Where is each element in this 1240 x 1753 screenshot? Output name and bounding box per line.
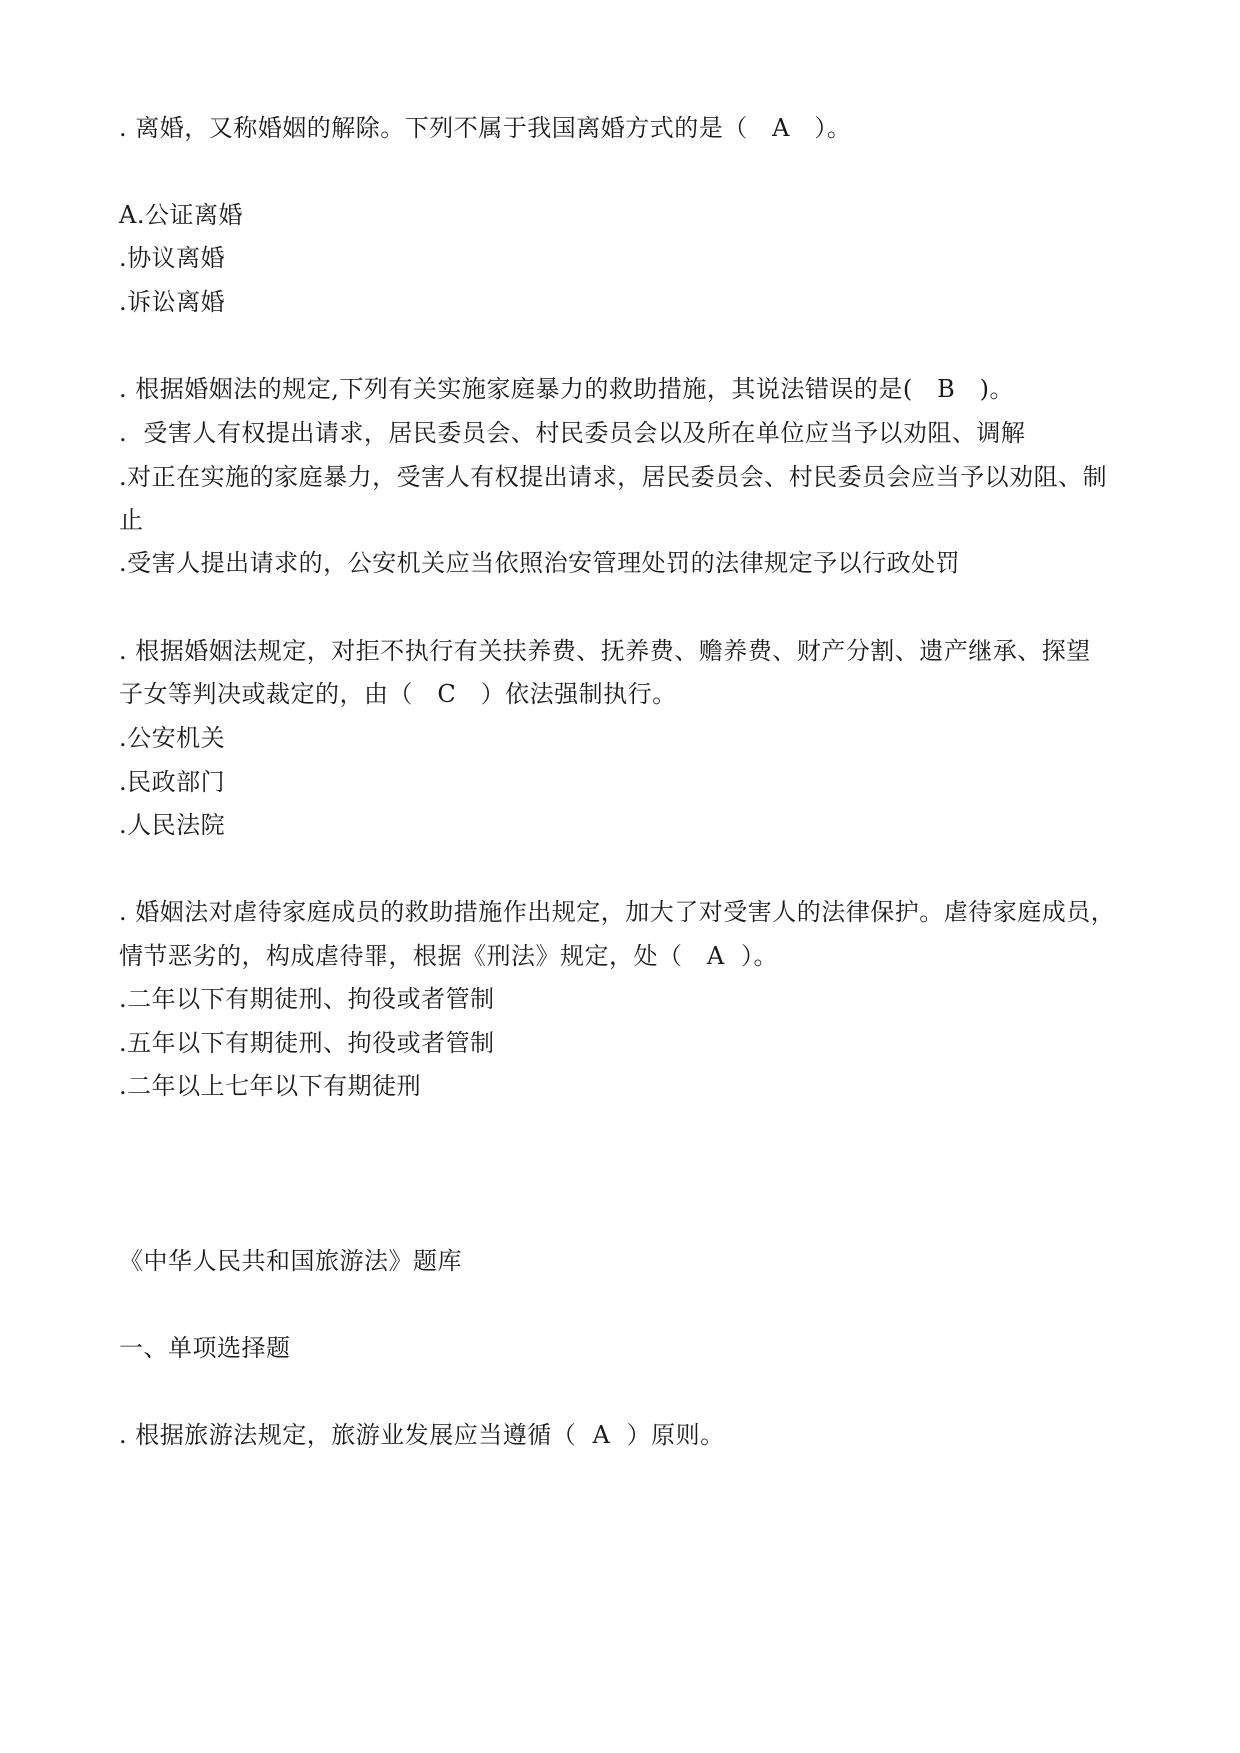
- question-2-option-b-cont: 止: [119, 506, 144, 534]
- question-4-stem: . 婚姻法对虐待家庭成员的救助措施作出规定，加大了对受害人的法律保护。虐待家庭成员，: [119, 898, 1116, 926]
- question-3-option-b: .民政部门: [119, 768, 226, 796]
- question-3-option-a: .公安机关: [119, 724, 226, 752]
- question-1-option-b: .协议离婚: [119, 244, 226, 272]
- question-4-option-c: .二年以上七年以下有期徒刑: [119, 1072, 422, 1100]
- question-1-option-c: .诉讼离婚: [119, 288, 226, 316]
- question-4-option-b: .五年以下有期徒刑、拘役或者管制: [119, 1029, 495, 1057]
- question-2-option-a: . 受害人有权提出请求，居民委员会、村民委员会以及所在单位应当予以劝阻、调解: [119, 419, 1026, 447]
- section-heading: 一、单项选择题: [119, 1334, 291, 1362]
- question-1-stem: . 离婚，又称婚姻的解除。下列不属于我国离婚方式的是（ A ）。: [119, 114, 852, 142]
- question-2-stem: . 根据婚姻法的规定,下列有关实施家庭暴力的救助措施，其说法错误的是( B )。: [119, 375, 1015, 403]
- question-3-option-c: .人民法院: [119, 811, 226, 839]
- question-3-stem-cont: 子女等判决或裁定的，由（ C ）依法强制执行。: [119, 680, 677, 708]
- section-title: 《中华人民共和国旅游法》题库: [119, 1247, 462, 1275]
- question-2-option-c: .受害人提出请求的，公安机关应当依照治安管理处罚的法律规定予以行政处罚: [119, 549, 961, 577]
- question-3-stem: . 根据婚姻法规定，对拒不执行有关扶养费、抚养费、赡养费、财产分割、遗产继承、探望: [119, 637, 1091, 665]
- question-4-stem-cont: 情节恶劣的，构成虐待罪，根据《刑法》规定，处（ A ）。: [119, 942, 778, 970]
- question-1-option-a: A.公证离婚: [119, 201, 243, 229]
- question-5-stem: . 根据旅游法规定，旅游业发展应当遵循（ A ）原则。: [119, 1421, 725, 1449]
- question-2-option-b: .对正在实施的家庭暴力，受害人有权提出请求，居民委员会、村民委员会应当予以劝阻、制: [119, 463, 1108, 491]
- question-4-option-a: .二年以下有期徒刑、拘役或者管制: [119, 985, 495, 1013]
